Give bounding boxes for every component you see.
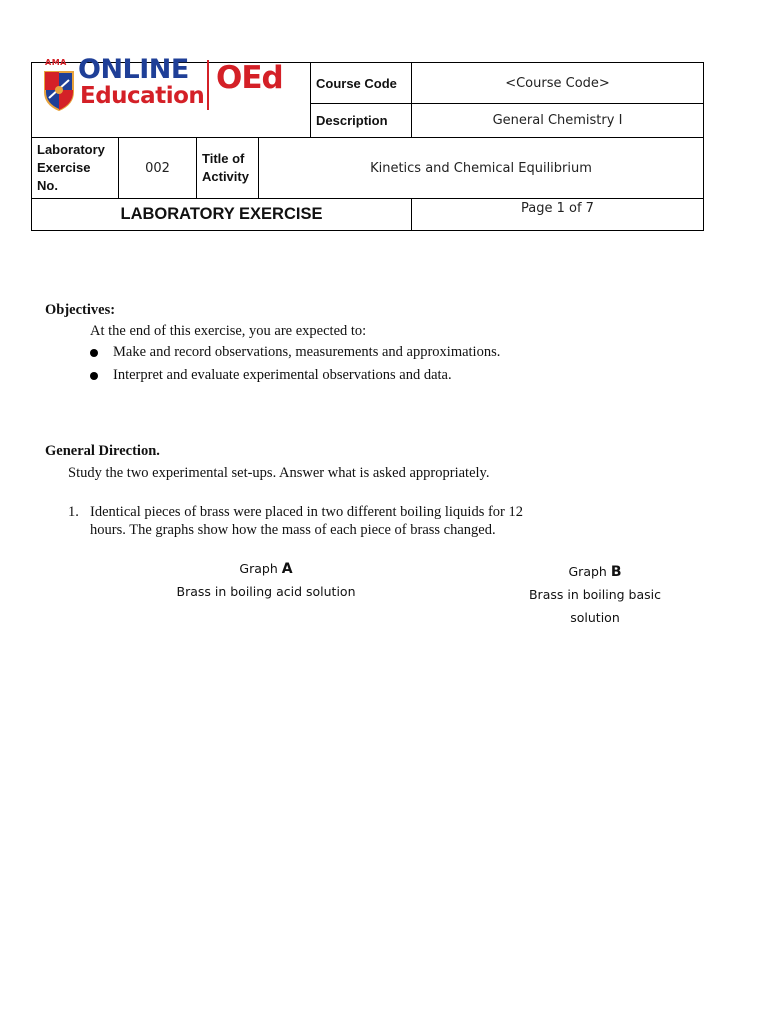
question-1-line2: hours. The graphs show how the mass of each piece of brass changed.: [90, 522, 496, 538]
brand-line1: ONLINE: [78, 54, 189, 85]
section-title: LABORATORY EXERCISE: [32, 199, 412, 231]
description-value: General Chemistry I: [412, 104, 704, 138]
lab-exercise-label-line3: No.: [37, 178, 58, 193]
question-1-line1: Identical pieces of brass were placed in two different boiling liquids for 12: [90, 504, 523, 520]
course-code-label: Course Code: [311, 63, 412, 104]
brand-line2: Education: [80, 83, 205, 109]
graph-a-prefix: Graph: [239, 561, 282, 576]
oed-logo: [36, 54, 296, 114]
objective-item-1: Make and record observations, measurements and approximations.: [113, 344, 501, 360]
lab-exercise-label-line2: Exercise: [37, 160, 91, 175]
course-code-value: <Course Code>: [412, 63, 704, 104]
description-label: Description: [311, 104, 412, 138]
lab-exercise-label: [32, 138, 119, 199]
title-label-line2: Activity: [202, 169, 249, 184]
title-label-line1: Title of: [202, 151, 245, 166]
graph-a-caption: Brass in boiling acid solution: [176, 584, 356, 599]
question-1-number: 1.: [68, 504, 79, 520]
page-indicator: Page 1 of 7: [412, 199, 704, 231]
objectives-heading: Objectives:: [45, 302, 116, 318]
graph-b-title: [505, 564, 685, 580]
graph-b-prefix: Graph: [568, 564, 611, 579]
objectives-intro: At the end of this exercise, you are expected to:: [90, 323, 367, 339]
lab-exercise-value: 002: [119, 138, 197, 199]
crest-text: AMA: [45, 58, 67, 67]
title-label: [197, 138, 259, 199]
bullet-icon: [90, 349, 98, 357]
graph-b-caption-line1: Brass in boiling basic: [528, 587, 662, 602]
graph-a-title: [160, 561, 372, 577]
graph-b-letter: B: [610, 564, 622, 580]
general-direction-heading: General Direction.: [45, 443, 160, 459]
title-value: Kinetics and Chemical Equilibrium: [259, 138, 704, 199]
lab-exercise-label-line1: Laboratory: [37, 142, 105, 157]
bullet-icon: [90, 372, 98, 380]
graph-a-letter: A: [281, 561, 293, 577]
objective-item-2: Interpret and evaluate experimental observations and data.: [113, 367, 452, 383]
general-direction-text: Study the two experimental set-ups. Answer what is asked appropriately.: [68, 465, 490, 481]
ama-crest-icon: [42, 60, 76, 112]
logo-divider: [207, 60, 209, 110]
graph-b-caption-line2: solution: [570, 610, 620, 625]
brand-short: OEd: [216, 60, 283, 96]
